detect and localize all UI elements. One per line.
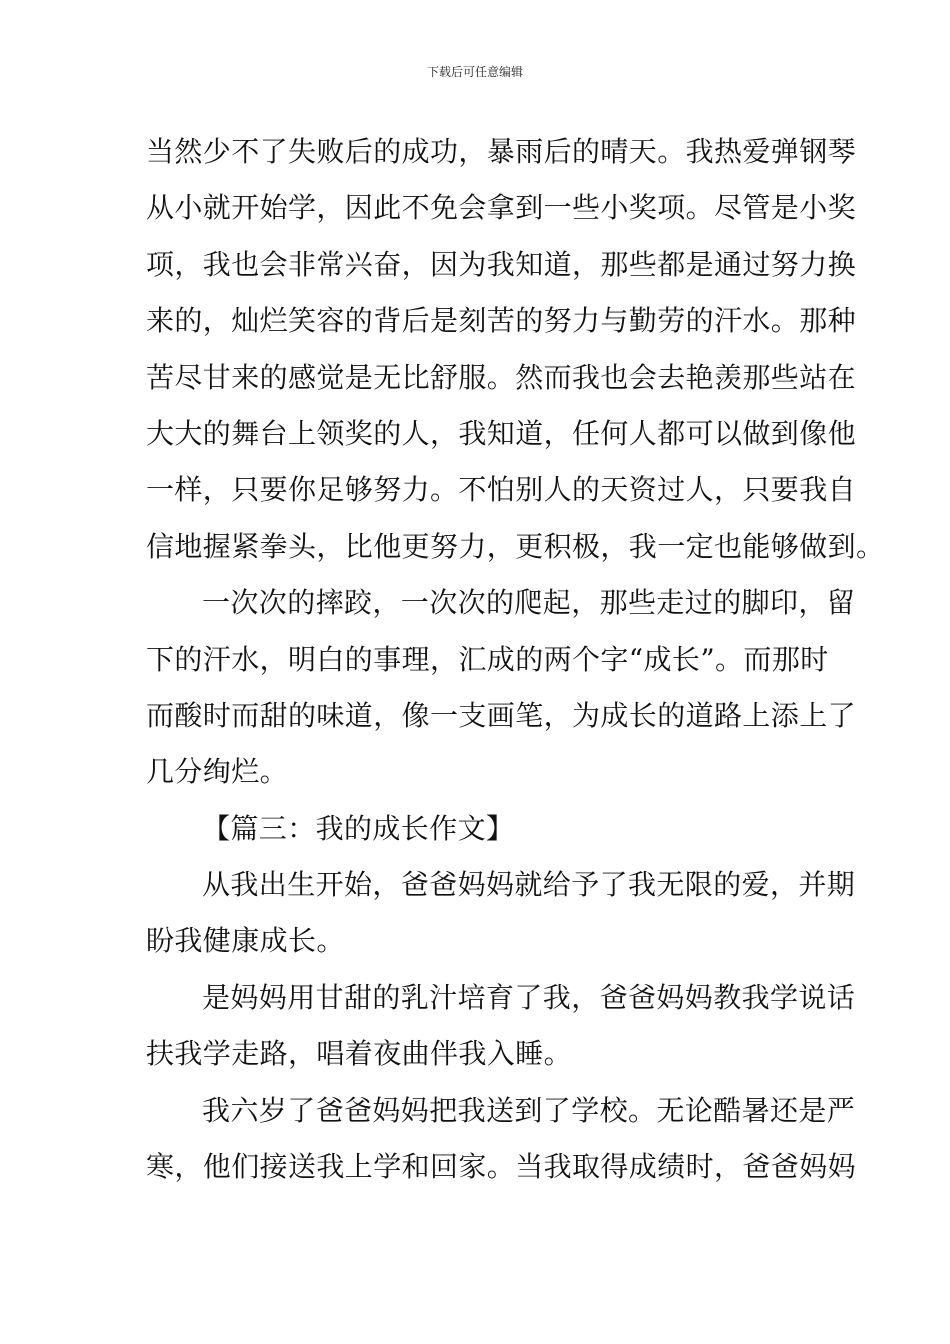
paragraph-start-line: 是妈妈用甘甜的乳汁培育了我，爸爸妈妈教我学说话: [202, 980, 856, 1014]
page-header: 下载后可任意编辑: [426, 65, 523, 79]
text-line: 项，我也会非常兴奋，因为我知道，那些都是通过努力换: [146, 247, 857, 281]
paragraph-start-line: 从我出生开始，爸爸妈妈就给予了我无限的爱，并期: [202, 868, 856, 902]
document-body: [146, 124, 885, 1195]
text-line: 从小就开始学，因此不免会拿到一些小奖项。尽管是小奖: [146, 191, 857, 225]
paragraph-start-line: 一次次的摔跤，一次次的爬起，那些走过的脚印，留: [202, 586, 856, 620]
text-line: 下的汗水，明白的事理，汇成的两个字“成长”。而那时: [146, 642, 829, 676]
section-heading: 【篇三：我的成长作文】: [202, 811, 515, 845]
text-line: 几分绚烂。: [146, 755, 289, 789]
text-line: 寒，他们接送我上学和回家。当我取得成绩时，爸爸妈妈: [146, 1150, 857, 1184]
text-line: 而酸时而甜的味道，像一支画笔，为成长的道路上添上了: [146, 698, 857, 732]
text-line: 来的，灿烂笑容的背后是刻苦的努力与勤劳的汗水。那种: [146, 304, 857, 338]
paragraph-start-line: 我六岁了爸爸妈妈把我送到了学校。无论酷暑还是严: [202, 1093, 856, 1127]
text-line: 盼我健康成长。: [146, 924, 345, 958]
text-line: 信地握紧拳头，比他更努力，更积极，我一定也能够做到。: [146, 529, 885, 563]
text-line: 一样，只要你足够努力。不怕别人的天资过人，只要我自: [146, 473, 857, 507]
text-line: 大大的舞台上领奖的人，我知道，任何人都可以做到像他: [146, 416, 857, 450]
text-line: 苦尽甘来的感觉是无比舒服。然而我也会去艳羡那些站在: [146, 360, 857, 394]
text-line: 扶我学走路，唱着夜曲伴我入睡。: [146, 1037, 573, 1071]
text-line: 当然少不了失败后的成功，暴雨后的晴天。我热爱弹钢琴: [146, 135, 857, 168]
